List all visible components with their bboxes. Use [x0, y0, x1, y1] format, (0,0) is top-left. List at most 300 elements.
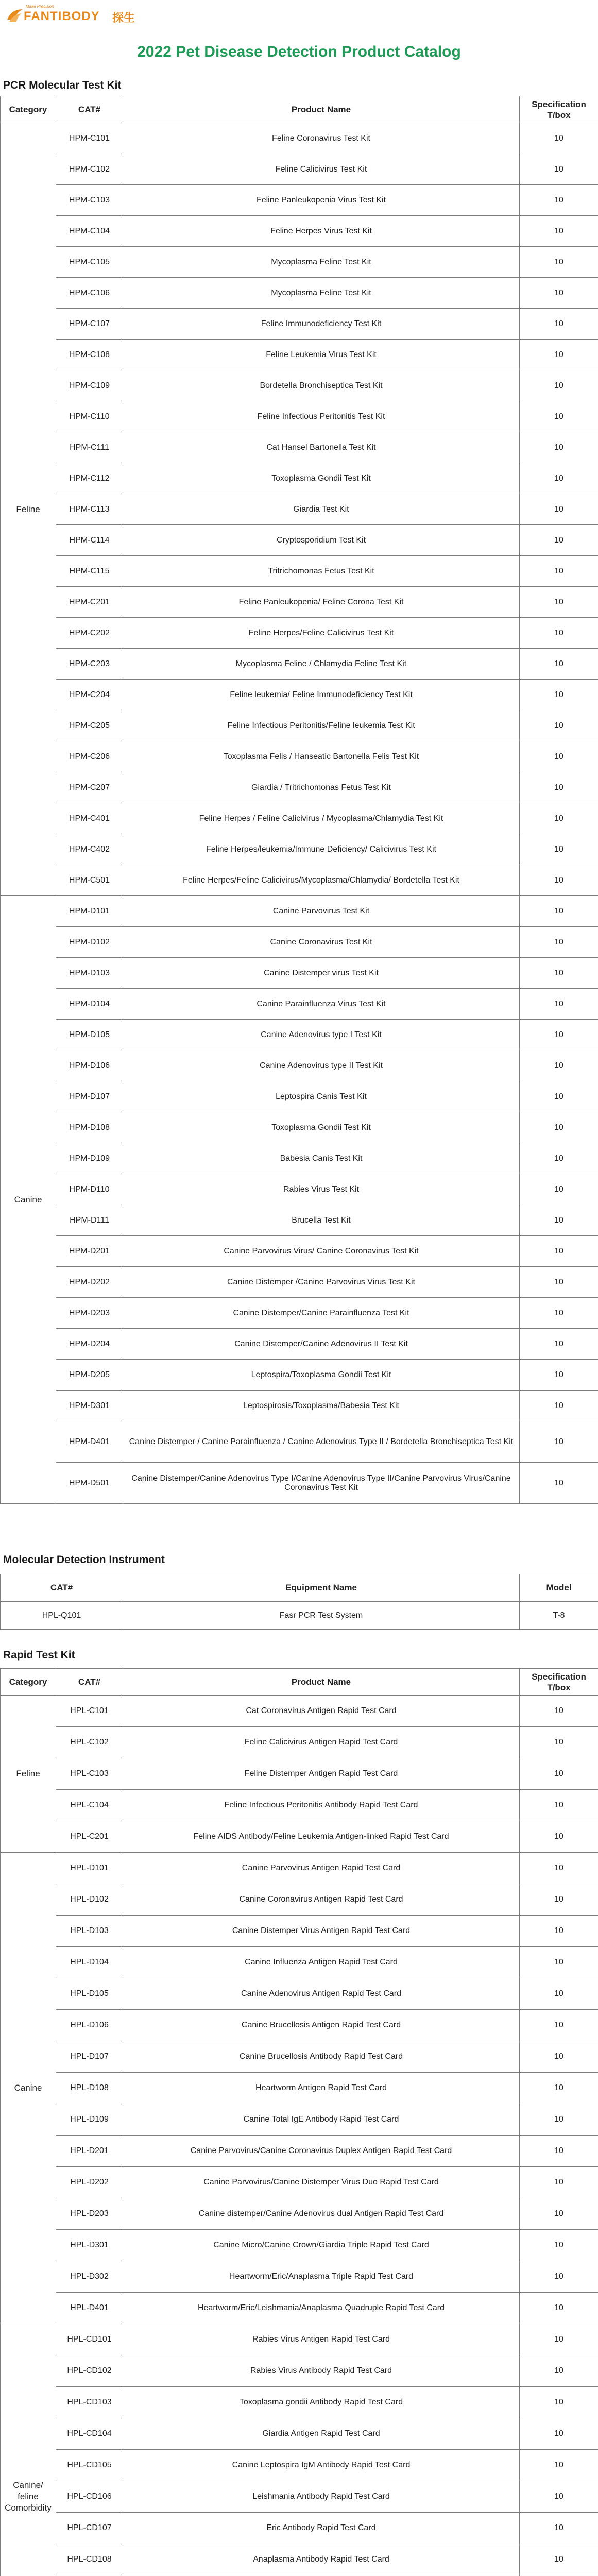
table-row [1, 1020, 598, 1050]
cat-number-cell: HPM-C114 [56, 525, 123, 556]
specification-cell: 10 [520, 927, 598, 958]
specification-cell: 10 [520, 834, 598, 865]
specification-cell: 10 [520, 865, 598, 896]
table-header-row [1, 1574, 598, 1602]
cat-number-cell: HPM-C205 [56, 710, 123, 741]
cat-number-cell: HPM-C106 [56, 278, 123, 309]
cat-number-cell: HPM-C204 [56, 680, 123, 710]
cat-number-cell: HPL-D108 [56, 2073, 123, 2104]
product-name-cell: Feline Herpes / Feline Calicivirus / Mycoplasma/Chlamydia Test Kit [123, 803, 520, 834]
product-name-cell: Canine Distemper /Canine Parvovirus Virus Test Kit [123, 1267, 520, 1298]
specification-cell: 10 [520, 2355, 598, 2387]
product-name-cell: Cat Hansel Bartonella Test Kit [123, 432, 520, 463]
category-cell: Feline [1, 1696, 56, 1853]
product-name-cell: Feline Leukemia Virus Test Kit [123, 340, 520, 370]
specification-cell: 10 [520, 340, 598, 370]
table-row [1, 1821, 598, 1853]
table-row [1, 247, 598, 278]
spec-header-line1: Specification [532, 99, 586, 109]
table-row [1, 2198, 598, 2230]
product-name-cell: Canine Distemper / Canine Parainfluenza / Canine Adenovirus Type II / Bordetella Bronchiseptica Test Kit [123, 1421, 520, 1463]
table-header-row [1, 96, 598, 123]
product-name-cell: Canine Parvovirus Antigen Rapid Test Card [123, 1853, 520, 1884]
table-row [1, 1916, 598, 1947]
product-name-header: Product Name [123, 96, 520, 123]
table-row [1, 2355, 598, 2387]
table-row [1, 1602, 598, 1630]
specification-cell: 10 [520, 1205, 598, 1236]
specification-cell: 10 [520, 2167, 598, 2198]
table-row [1, 587, 598, 618]
cat-number-cell: HPM-C113 [56, 494, 123, 525]
specification-cell: 10 [520, 2230, 598, 2261]
table-row [1, 2010, 598, 2041]
table-row [1, 1978, 598, 2010]
cat-number-cell: HPM-D106 [56, 1050, 123, 1081]
cat-number-cell: HPM-D103 [56, 958, 123, 989]
product-name-cell: Canine Parainfluenza Virus Test Kit [123, 989, 520, 1020]
specification-cell: 10 [520, 1463, 598, 1504]
cat-number-cell: HPL-C103 [56, 1758, 123, 1790]
page-title: 2022 Pet Disease Detection Product Catalog [137, 43, 461, 60]
product-name-cell: Feline Coronavirus Test Kit [123, 123, 520, 154]
cat-number-cell: HPM-C103 [56, 185, 123, 216]
specification-cell: 10 [520, 803, 598, 834]
category-cell: Canine [1, 896, 56, 1504]
table-row [1, 803, 598, 834]
specification-cell: 10 [520, 370, 598, 401]
cat-number-cell: HPL-D102 [56, 1884, 123, 1916]
instrument-table [0, 1574, 598, 1630]
product-name-cell: Leptospira/Toxoplasma Gondii Test Kit [123, 1360, 520, 1391]
specification-cell: 10 [520, 1112, 598, 1143]
cat-header: CAT# [56, 96, 123, 123]
brand-chinese-name: 探生 [112, 11, 135, 24]
specification-cell: 10 [520, 1391, 598, 1421]
table-row [1, 1421, 598, 1463]
instrument-section-title: Molecular Detection Instrument [3, 1554, 165, 1566]
table-row [1, 1790, 598, 1821]
specification-cell: 10 [520, 1360, 598, 1391]
product-name-cell: Canine distemper/Canine Adenovirus dual Antigen Rapid Test Card [123, 2198, 520, 2230]
table-row [1, 401, 598, 432]
product-name-cell: Rabies Virus Test Kit [123, 1174, 520, 1205]
table-row [1, 2041, 598, 2073]
cat-number-cell: HPL-CD107 [56, 2513, 123, 2544]
cat-number-cell: HPM-C111 [56, 432, 123, 463]
product-name-cell: Cryptosporidium Test Kit [123, 525, 520, 556]
specification-cell: 10 [520, 2010, 598, 2041]
specification-cell: 10 [520, 1821, 598, 1853]
product-name-cell: Canine Leptospira IgM Antibody Rapid Test Card [123, 2450, 520, 2481]
product-name-cell: Heartworm/Eric/Leishmania/Anaplasma Quadruple Rapid Test Card [123, 2293, 520, 2324]
cat-number-cell: HPL-CD104 [56, 2418, 123, 2450]
table-row [1, 2450, 598, 2481]
product-name-cell: Rabies Virus Antigen Rapid Test Card [123, 2324, 520, 2355]
rapid-table [0, 1668, 598, 2576]
cat-number-cell: HPM-D203 [56, 1298, 123, 1329]
cat-number-cell: HPL-D101 [56, 1853, 123, 1884]
rapid-section-title: Rapid Test Kit [3, 1649, 75, 1661]
table-row [1, 865, 598, 896]
product-name-cell: Feline Infectious Peritonitis Test Kit [123, 401, 520, 432]
table-row [1, 123, 598, 154]
product-name-cell: Leishmania Antibody Rapid Test Card [123, 2481, 520, 2513]
cat-number-cell: HPL-CD101 [56, 2324, 123, 2355]
cat-number-cell: HPM-C207 [56, 772, 123, 803]
product-name-cell: Canine Parvovirus Test Kit [123, 896, 520, 927]
specification-cell: 10 [520, 494, 598, 525]
cat-number-cell: HPM-D102 [56, 927, 123, 958]
product-name-cell: Canine Coronavirus Test Kit [123, 927, 520, 958]
table-row [1, 1267, 598, 1298]
specification-cell: 10 [520, 2544, 598, 2575]
product-name-cell: Babesia Canis Test Kit [123, 1143, 520, 1174]
cat-number-cell: HPL-CD108 [56, 2544, 123, 2575]
product-name-cell: Canine Brucellosis Antigen Rapid Test Card [123, 2010, 520, 2041]
table-row [1, 1081, 598, 1112]
product-name-cell: Canine Distemper Virus Antigen Rapid Test Card [123, 1916, 520, 1947]
table-row [1, 958, 598, 989]
cat-number-cell: HPL-C102 [56, 1727, 123, 1758]
specification-cell: 10 [520, 1020, 598, 1050]
cat-number-cell: HPM-C202 [56, 618, 123, 649]
product-name-cell: Mycoplasma Feline Test Kit [123, 278, 520, 309]
product-name-cell: Anaplasma Antibody Rapid Test Card [123, 2544, 520, 2575]
specification-cell: 10 [520, 1696, 598, 1727]
cat-number-cell: HPL-C201 [56, 1821, 123, 1853]
table-row [1, 834, 598, 865]
specification-cell: 10 [520, 680, 598, 710]
table-row [1, 1205, 598, 1236]
table-row [1, 2481, 598, 2513]
specification-cell: 10 [520, 1329, 598, 1360]
specification-cell: 10 [520, 1174, 598, 1205]
specification-cell: 10 [520, 1758, 598, 1790]
product-name-cell: Feline Herpes Virus Test Kit [123, 216, 520, 247]
specification-cell: 10 [520, 1267, 598, 1298]
cat-number-cell: HPM-C401 [56, 803, 123, 834]
table-row [1, 741, 598, 772]
product-name-cell: Feline Herpes/leukemia/Immune Deficiency/ Calicivirus Test Kit [123, 834, 520, 865]
cat-number-cell: HPL-C104 [56, 1790, 123, 1821]
specification-cell: 10 [520, 401, 598, 432]
cat-number-cell: HPL-D106 [56, 2010, 123, 2041]
cat-number-cell: HPM-D101 [56, 896, 123, 927]
cat-number-cell: HPM-D201 [56, 1236, 123, 1267]
table-row [1, 370, 598, 401]
specification-cell: 10 [520, 2481, 598, 2513]
table-row [1, 2136, 598, 2167]
specification-cell: 10 [520, 2387, 598, 2418]
product-name-cell: Toxoplasma Felis / Hanseatic Bartonella Felis Test Kit [123, 741, 520, 772]
product-name-cell: Canine Adenovirus Antigen Rapid Test Card [123, 1978, 520, 2010]
specification-cell: 10 [520, 1081, 598, 1112]
table-row [1, 340, 598, 370]
table-row [1, 618, 598, 649]
spec-header-line2: T/box [547, 110, 571, 120]
product-name-cell: Canine Influenza Antigen Rapid Test Card [123, 1947, 520, 1978]
table-row [1, 494, 598, 525]
specification-cell: 10 [520, 2418, 598, 2450]
cat-number-cell: HPM-D110 [56, 1174, 123, 1205]
cat-number-cell: HPM-C109 [56, 370, 123, 401]
table-row [1, 154, 598, 185]
product-name-cell: Canine Adenovirus type II Test Kit [123, 1050, 520, 1081]
cat-number-cell: HPL-D104 [56, 1947, 123, 1978]
specification-cell: 10 [520, 1727, 598, 1758]
specification-cell: 10 [520, 1916, 598, 1947]
product-name-cell: Canine Distemper/Canine Adenovirus Type I/Canine Adenovirus Type II/Canine Parvovirus Virus/Canine Coronavirus Test Kit [123, 1463, 520, 1504]
table-row [1, 2167, 598, 2198]
cat-number-cell: HPL-D202 [56, 2167, 123, 2198]
table-row [1, 1174, 598, 1205]
cat-number-cell: HPM-C402 [56, 834, 123, 865]
brand-tagline: Make Precision [26, 4, 54, 9]
instrument-table-body [1, 1602, 598, 1630]
specification-cell: 10 [520, 154, 598, 185]
product-name-cell: Giardia Test Kit [123, 494, 520, 525]
product-name-cell: Toxoplasma Gondii Test Kit [123, 463, 520, 494]
table-row [1, 927, 598, 958]
cat-number-cell: HPM-C110 [56, 401, 123, 432]
table-row [1, 525, 598, 556]
cat-number-cell: HPM-C107 [56, 309, 123, 340]
specification-cell: 10 [520, 463, 598, 494]
table-row [1, 1050, 598, 1081]
cat-number-cell: HPM-D205 [56, 1360, 123, 1391]
header [0, 0, 598, 31]
specification-cell: 10 [520, 2073, 598, 2104]
table-header-row [1, 1669, 598, 1696]
cat-number-cell: HPM-C108 [56, 340, 123, 370]
cat-number-cell: HPM-D401 [56, 1421, 123, 1463]
category-cell: Canine [1, 1853, 56, 2324]
cat-number-cell: HPL-D302 [56, 2261, 123, 2293]
specification-header [520, 96, 598, 123]
product-name-cell: Canine Parvovirus/Canine Distemper Virus Duo Rapid Test Card [123, 2167, 520, 2198]
table-row [1, 649, 598, 680]
model-cell: T-8 [520, 1602, 598, 1630]
specification-header [520, 1669, 598, 1696]
specification-cell: 10 [520, 1978, 598, 2010]
cat-header: CAT# [56, 1669, 123, 1696]
cat-number-cell: HPM-C203 [56, 649, 123, 680]
table-row [1, 896, 598, 927]
product-name-cell: Feline Infectious Peritonitis/Feline leukemia Test Kit [123, 710, 520, 741]
table-row [1, 2261, 598, 2293]
table-row [1, 1853, 598, 1884]
specification-cell: 10 [520, 1884, 598, 1916]
specification-cell: 10 [520, 741, 598, 772]
specification-cell: 10 [520, 1236, 598, 1267]
cat-number-cell: HPL-D103 [56, 1916, 123, 1947]
category-cell: Feline [1, 123, 56, 896]
product-name-cell: Feline Panleukopenia Virus Test Kit [123, 185, 520, 216]
specification-cell: 10 [520, 649, 598, 680]
cat-number-cell: HPM-D105 [56, 1020, 123, 1050]
product-name-cell: Canine Brucellosis Antibody Rapid Test Card [123, 2041, 520, 2073]
specification-cell: 10 [520, 309, 598, 340]
specification-cell: 10 [520, 710, 598, 741]
cat-number-cell: HPM-C201 [56, 587, 123, 618]
fantibody-logo-icon [6, 7, 24, 23]
table-row [1, 556, 598, 587]
specification-cell: 10 [520, 2324, 598, 2355]
cat-number-cell: HPM-D107 [56, 1081, 123, 1112]
specification-cell: 10 [520, 1143, 598, 1174]
table-row [1, 772, 598, 803]
product-name-cell: Brucella Test Kit [123, 1205, 520, 1236]
cat-number-cell: HPM-D202 [56, 1267, 123, 1298]
product-name-cell: Feline leukemia/ Feline Immunodeficiency Test Kit [123, 680, 520, 710]
specification-cell: 10 [520, 772, 598, 803]
table-row [1, 710, 598, 741]
table-row [1, 1112, 598, 1143]
product-name-cell: Canine Coronavirus Antigen Rapid Test Card [123, 1884, 520, 1916]
product-name-cell: Rabies Virus Antibody Rapid Test Card [123, 2355, 520, 2387]
specification-cell: 10 [520, 556, 598, 587]
product-name-cell: Giardia / Tritrichomonas Fetus Test Kit [123, 772, 520, 803]
table-row [1, 2387, 598, 2418]
specification-cell: 10 [520, 1947, 598, 1978]
table-row [1, 2513, 598, 2544]
table-row [1, 989, 598, 1020]
cat-number-cell: HPL-CD106 [56, 2481, 123, 2513]
spec-header-line1: Specification [532, 1671, 586, 1682]
table-row [1, 216, 598, 247]
specification-cell: 10 [520, 2293, 598, 2324]
product-name-cell: Feline Panleukopenia/ Feline Corona Test Kit [123, 587, 520, 618]
table-row [1, 432, 598, 463]
category-header: Category [1, 96, 56, 123]
cat-number-cell: HPM-C206 [56, 741, 123, 772]
cat-number-cell: HPM-C105 [56, 247, 123, 278]
product-name-cell: Feline Calicivirus Test Kit [123, 154, 520, 185]
product-name-cell: Leptospirosis/Toxoplasma/Babesia Test Kit [123, 1391, 520, 1421]
cat-number-cell: HPM-C104 [56, 216, 123, 247]
specification-cell: 10 [520, 989, 598, 1020]
product-name-cell: Toxoplasma Gondii Test Kit [123, 1112, 520, 1143]
specification-cell: 10 [520, 525, 598, 556]
specification-cell: 10 [520, 2104, 598, 2136]
product-name-cell: Leptospira Canis Test Kit [123, 1081, 520, 1112]
specification-cell: 10 [520, 2198, 598, 2230]
product-name-cell: Canine Adenovirus type I Test Kit [123, 1020, 520, 1050]
brand-logo [3, 3, 178, 29]
cat-number-cell: HPL-CD102 [56, 2355, 123, 2387]
table-row [1, 1298, 598, 1329]
product-name-cell: Mycoplasma Feline / Chlamydia Feline Test Kit [123, 649, 520, 680]
specification-cell: 10 [520, 2261, 598, 2293]
spec-header-line2: T/box [547, 1682, 571, 1692]
specification-cell: 10 [520, 432, 598, 463]
product-name-cell: Giardia Antigen Rapid Test Card [123, 2418, 520, 2450]
specification-cell: 10 [520, 2450, 598, 2481]
cat-number-cell: HPM-D109 [56, 1143, 123, 1174]
table-row [1, 1143, 598, 1174]
specification-cell: 10 [520, 1050, 598, 1081]
specification-cell: 10 [520, 247, 598, 278]
table-row [1, 278, 598, 309]
cat-number-cell: HPM-D501 [56, 1463, 123, 1504]
cat-number-cell: HPM-D204 [56, 1329, 123, 1360]
table-row [1, 2230, 598, 2261]
product-name-cell: Canine Total IgE Antibody Rapid Test Card [123, 2104, 520, 2136]
cat-number-cell: HPL-Q101 [1, 1602, 123, 1630]
product-name-cell: Feline Immunodeficiency Test Kit [123, 309, 520, 340]
table-row [1, 680, 598, 710]
specification-cell: 10 [520, 1790, 598, 1821]
cat-number-cell: HPL-D401 [56, 2293, 123, 2324]
category-cell: Canine/ feline Comorbidity [1, 2324, 56, 2576]
product-name-cell: Feline Herpes/Feline Calicivirus Test Kit [123, 618, 520, 649]
specification-cell: 10 [520, 958, 598, 989]
equipment-name-header: Equipment Name [123, 1574, 520, 1602]
table-row [1, 2293, 598, 2324]
cat-number-cell: HPM-D108 [56, 1112, 123, 1143]
specification-cell: 10 [520, 2041, 598, 2073]
pcr-section-title: PCR Molecular Test Kit [3, 79, 122, 91]
specification-cell: 10 [520, 587, 598, 618]
cat-number-cell: HPM-C102 [56, 154, 123, 185]
specification-cell: 10 [520, 123, 598, 154]
product-name-cell: Bordetella Bronchiseptica Test Kit [123, 370, 520, 401]
product-name-cell: Feline Herpes/Feline Calicivirus/Mycoplasma/Chlamydia/ Bordetella Test Kit [123, 865, 520, 896]
table-row [1, 1696, 598, 1727]
table-row [1, 1947, 598, 1978]
table-row [1, 2418, 598, 2450]
cat-number-cell: HPL-D107 [56, 2041, 123, 2073]
product-name-cell: Feline Calicivirus Antigen Rapid Test Card [123, 1727, 520, 1758]
table-row [1, 1884, 598, 1916]
product-name-cell: Heartworm/Eric/Anaplasma Triple Rapid Test Card [123, 2261, 520, 2293]
product-name-cell: Feline Infectious Peritonitis Antibody Rapid Test Card [123, 1790, 520, 1821]
table-row [1, 2544, 598, 2575]
product-name-cell: Canine Distemper/Canine Parainfluenza Test Kit [123, 1298, 520, 1329]
product-name-header: Product Name [123, 1669, 520, 1696]
cat-number-cell: HPL-D105 [56, 1978, 123, 2010]
product-name-cell: Canine Micro/Canine Crown/Giardia Triple Rapid Test Card [123, 2230, 520, 2261]
table-row [1, 2104, 598, 2136]
cat-header: CAT# [1, 1574, 123, 1602]
pcr-table [0, 96, 598, 1504]
table-row [1, 2073, 598, 2104]
table-row [1, 309, 598, 340]
table-row [1, 2324, 598, 2355]
table-row [1, 185, 598, 216]
table-row [1, 463, 598, 494]
specification-cell: 10 [520, 278, 598, 309]
cat-number-cell: HPL-D109 [56, 2104, 123, 2136]
cat-number-cell: HPM-C501 [56, 865, 123, 896]
table-row [1, 1463, 598, 1504]
specification-cell: 10 [520, 2513, 598, 2544]
category-header: Category [1, 1669, 56, 1696]
brand-name: FANTIBODY [24, 9, 100, 23]
specification-cell: 10 [520, 1298, 598, 1329]
cat-number-cell: HPM-D111 [56, 1205, 123, 1236]
cat-number-cell: HPM-D104 [56, 989, 123, 1020]
product-name-cell: Canine Parvovirus Virus/ Canine Coronavirus Test Kit [123, 1236, 520, 1267]
cat-number-cell: HPL-C101 [56, 1696, 123, 1727]
specification-cell: 10 [520, 896, 598, 927]
cat-number-cell: HPL-D201 [56, 2136, 123, 2167]
product-name-cell: Canine Distemper virus Test Kit [123, 958, 520, 989]
specification-cell: 10 [520, 618, 598, 649]
cat-number-cell: HPL-D203 [56, 2198, 123, 2230]
cat-number-cell: HPM-C112 [56, 463, 123, 494]
